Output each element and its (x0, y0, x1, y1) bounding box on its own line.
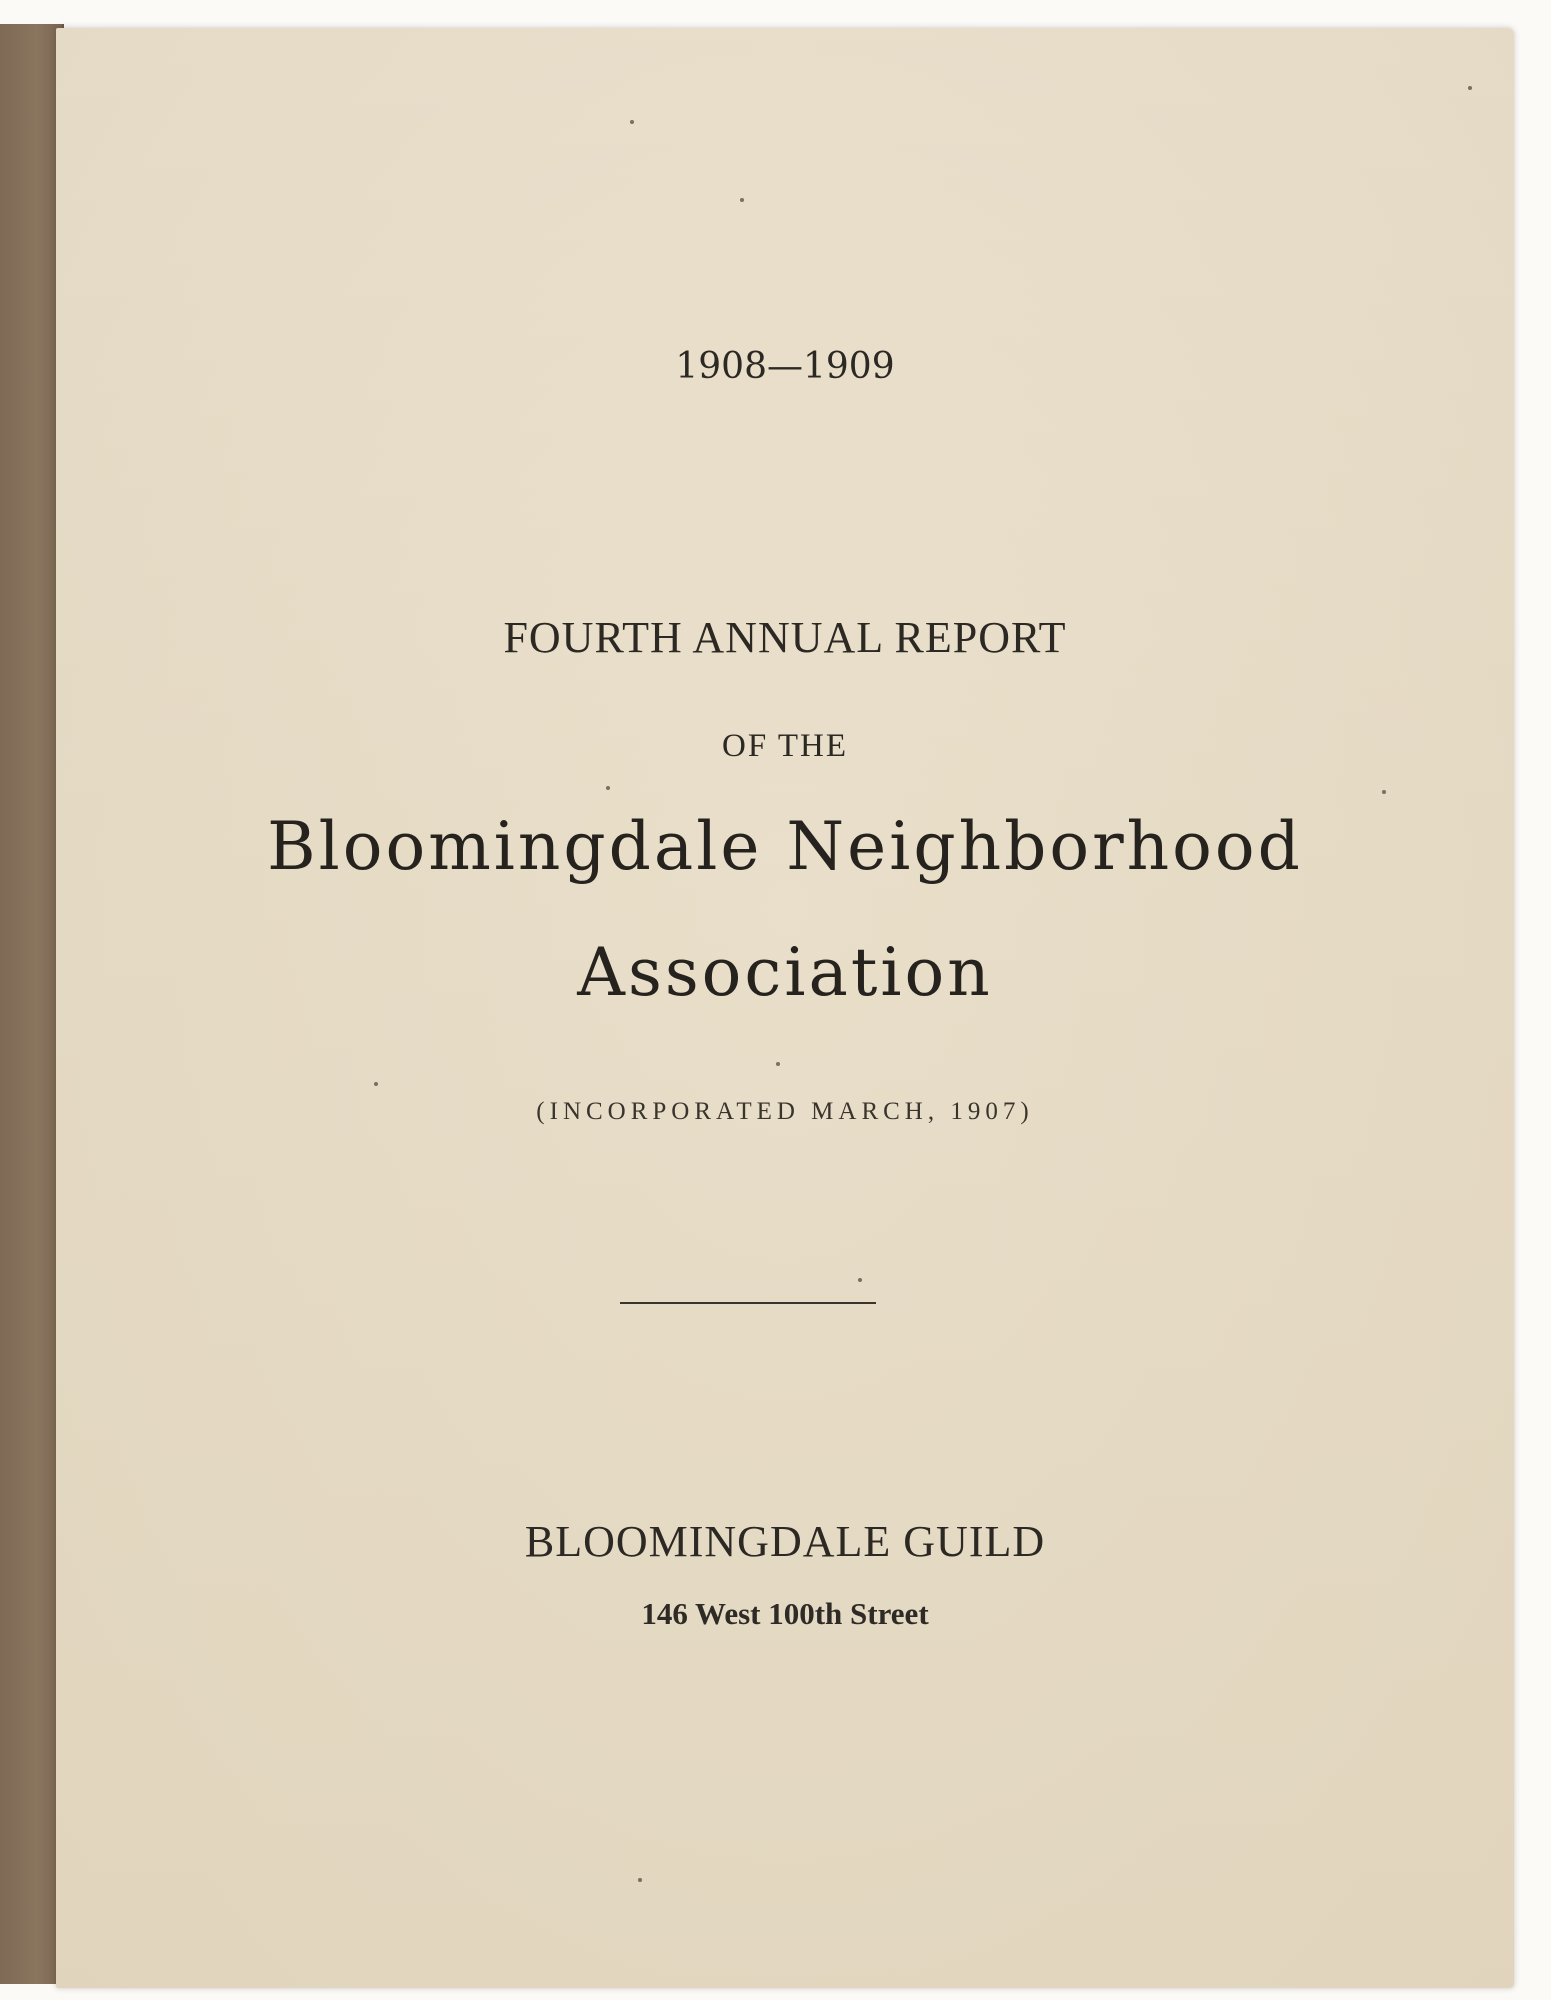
paper-speck (638, 1878, 642, 1882)
organization-name-line2: Association (577, 934, 993, 1011)
paper-speck (776, 1062, 780, 1066)
paper-speck (374, 1082, 378, 1086)
of-the-line: OF THE (722, 728, 848, 764)
year-range: 1908—1909 (675, 346, 895, 387)
divider-rule (620, 1302, 876, 1304)
organization-name-line1: Bloomingdale Neighborhood (267, 808, 1303, 885)
paper-speck (1468, 86, 1472, 90)
paper-speck (858, 1278, 862, 1282)
report-heading: FOURTH ANNUAL REPORT (503, 613, 1067, 662)
booklet-cover-edge (0, 24, 64, 1984)
incorporation-note: (INCORPORATED MARCH, 1907) (536, 1098, 1034, 1125)
publisher-name: BLOOMINGDALE GUILD (524, 1517, 1046, 1566)
paper-speck (630, 120, 634, 124)
publisher-address: 146 West 100th Street (641, 1596, 929, 1631)
paper-speck (740, 198, 744, 202)
paper-speck (1382, 790, 1386, 794)
title-page (56, 28, 1514, 1988)
paper-speck (606, 786, 610, 790)
